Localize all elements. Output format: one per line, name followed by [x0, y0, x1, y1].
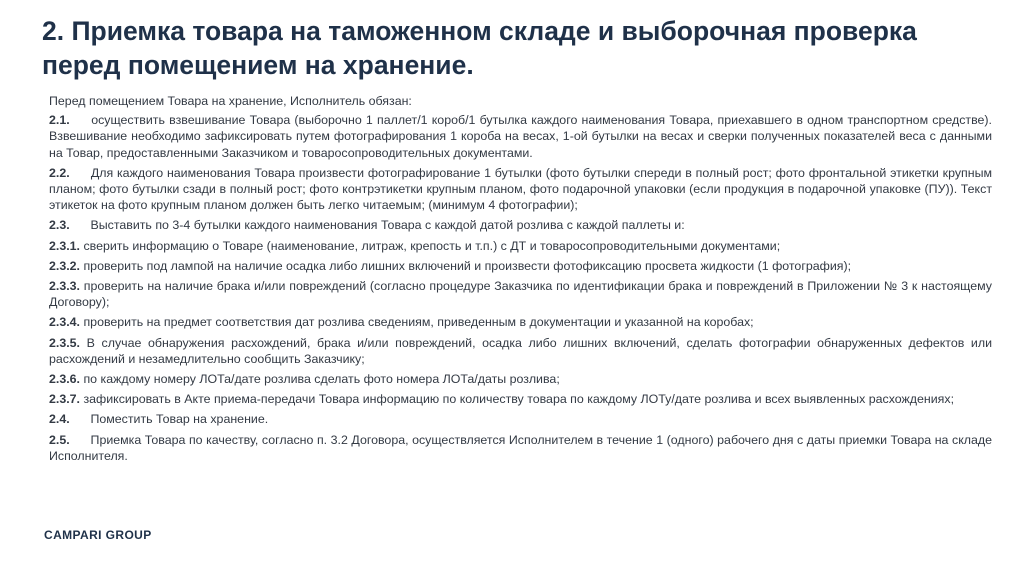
item-number: 2.3.3. — [49, 279, 81, 294]
company-logo: CAMPARI GROUP — [44, 528, 152, 542]
list-item — [49, 391, 992, 407]
item-number: 2.3.7. — [49, 392, 81, 407]
intro-text: Перед помещением Товара на хранение, Исполнитель обязан: — [49, 94, 412, 108]
item-number: 2.3.2. — [49, 258, 81, 273]
item-number: 2.2. — [49, 165, 70, 180]
item-text: Приемка Товара по качеству, согласно п. 3.2 Договора, осуществляется Исполнителем в течение 1 (одного) рабочего дня с даты приемки Товара на складе Исполнителя. — [49, 432, 992, 463]
list-item — [49, 432, 992, 464]
item-number: 2.3.6. — [49, 372, 81, 387]
item-text: по каждому номеру ЛОТа/дате розлива сделать фото номера ЛОТа/даты розлива; — [83, 372, 560, 387]
page-title: 2. Приемка товара на таможенном складе и выборочная проверка перед помещением на хранение. — [42, 16, 917, 80]
item-text: Для каждого наименования Товара произвести фотографирование 1 бутылки (фото бутылки спереди в полный рост; фото фронтальной этикетки крупным планом; фото бутылки сзади в полный рост; фото контрэтикетки крупным планом, фото подарочной упаковки (если продукция в подарочной упаковке (ПУ)). Текст этикеток на фото крупным планом должен быть легко читаемым; (минимум 4 фотографии); — [49, 165, 992, 213]
list-item — [49, 278, 992, 310]
item-number: 2.5. — [49, 432, 70, 447]
item-text: Поместить Товар на хранение. — [90, 412, 269, 427]
item-number: 2.3.4. — [49, 315, 81, 330]
item-text: сверить информацию о Товаре (наименование, литраж, крепость и т.п.) с ДТ и товаросопроводительными документами; — [83, 238, 781, 253]
list-item — [49, 217, 992, 233]
item-text: В случае обнаружения расхождений, брака и/или повреждений, осадка либо лишних включений, сделать фотографии обнаруженных дефектов или расхождений и незамедлительно сообщить Заказчику; — [49, 335, 992, 366]
item-number: 2.3. — [49, 218, 70, 233]
item-text: проверить на предмет соответствия дат розлива сведениям, приведенным в документации и указанной на коробах; — [83, 315, 754, 330]
item-number: 2.4. — [49, 412, 70, 427]
item-text: проверить на наличие брака и/или повреждений (согласно процедуре Заказчика по идентификации брака и повреждений в Приложении № 3 к настоящему Договору); — [49, 279, 992, 310]
item-number: 2.1. — [49, 113, 70, 128]
list-item — [49, 258, 992, 274]
item-text: Выставить по 3-4 бутылки каждого наименования Товара с каждой датой розлива с каждой паллеты и: — [90, 218, 685, 233]
item-text: проверить под лампой на наличие осадка либо лишних включений и произвести фотофиксацию просвета жидкости (1 фотография); — [83, 258, 852, 273]
item-text: зафиксировать в Акте приема-передачи Товара информацию по количеству товара по каждому ЛОТу/дате розлива и всех выявленных расхождениях; — [83, 392, 955, 407]
item-number: 2.3.5. — [49, 335, 81, 350]
item-text: осуществить взвешивание Товара (выборочно 1 паллет/1 короб/1 бутылка каждого наименования Товара, приехавшего в одном транспортном средстве). Взвешивание необходимо зафиксировать путем фотографирования 1 короба на весах, 1-ой бутылки на весах и сверки полученных показателей веса с данными на Товар, предоставленными Заказчиком и товаросопроводительных документами. — [49, 113, 992, 160]
list-item — [49, 371, 992, 387]
item-number: 2.3.1. — [49, 238, 81, 253]
list-item — [49, 335, 992, 367]
content-body — [49, 93, 992, 468]
list-item — [49, 238, 992, 254]
list-item — [49, 411, 992, 427]
list-item — [49, 112, 992, 161]
list-item — [49, 165, 992, 214]
list-item — [49, 314, 992, 330]
